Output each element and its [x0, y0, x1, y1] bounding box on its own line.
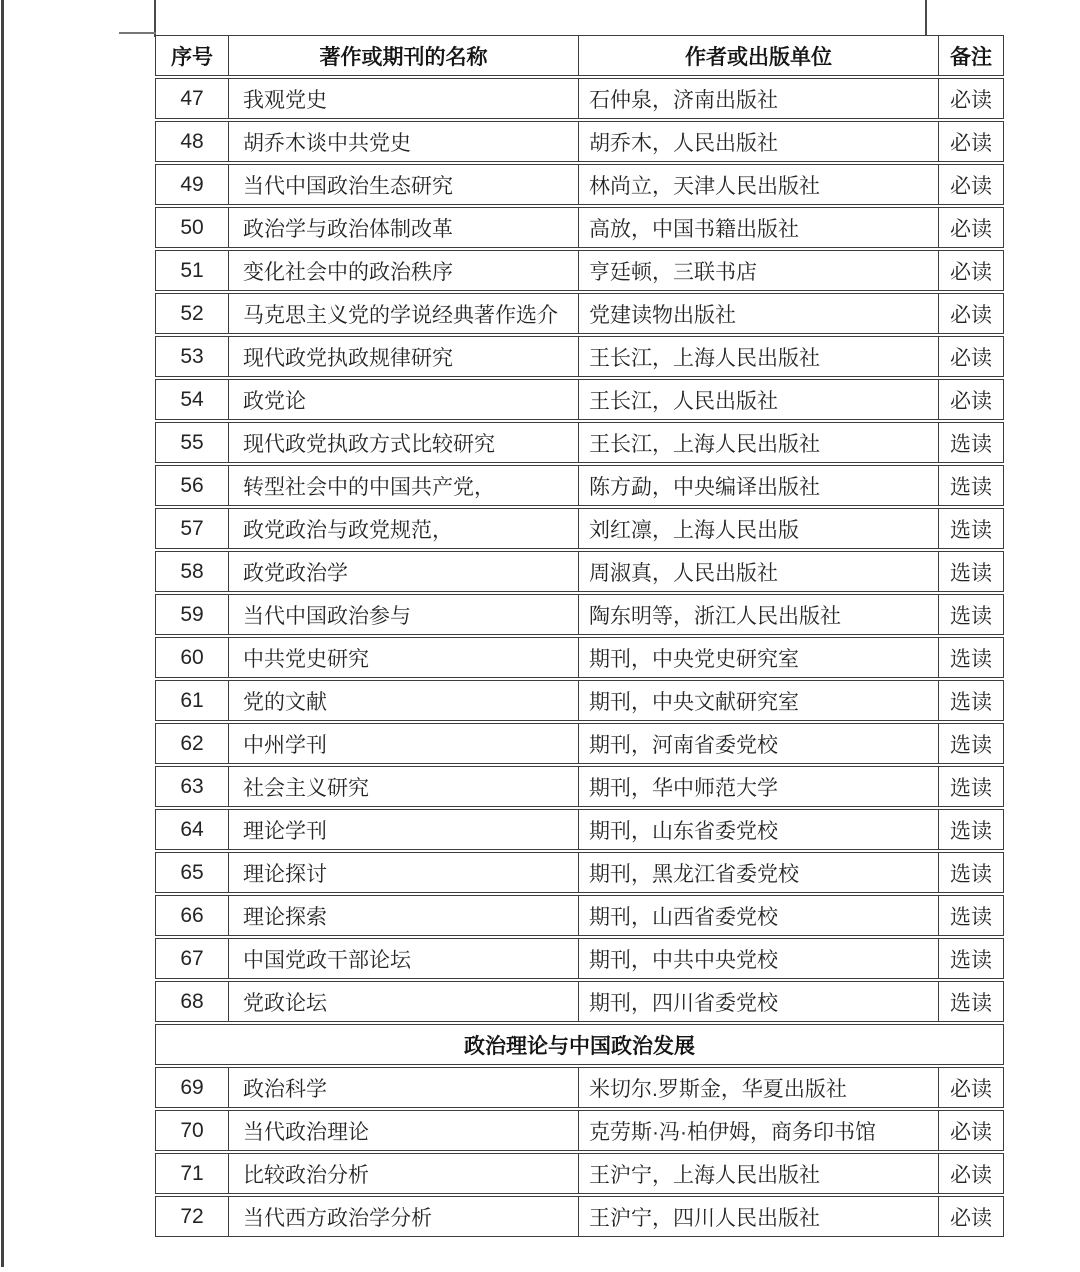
row-note-cell: 必读 — [938, 79, 1003, 118]
row-note-cell: 必读 — [938, 1111, 1003, 1150]
row-title-cell: 社会主义研究 — [228, 767, 578, 806]
row-note-cell: 选读 — [938, 982, 1003, 1021]
table-row — [155, 551, 1004, 592]
row-title-cell: 党政论坛 — [228, 982, 578, 1021]
row-publisher-cell: 期刊，四川省委党校 — [578, 982, 938, 1021]
row-publisher-cell: 高放，中国书籍出版社 — [578, 208, 938, 247]
row-number-cell: 71 — [180, 1161, 204, 1185]
row-number-cell: 67 — [180, 946, 204, 970]
table-row — [155, 680, 1004, 721]
row-note-cell: 选读 — [938, 423, 1003, 462]
row-number-cell: 47 — [180, 86, 204, 110]
row-note-cell: 选读 — [938, 595, 1003, 634]
row-title-cell: 现代政党执政规律研究 — [228, 337, 578, 376]
row-number-cell: 55 — [180, 430, 204, 454]
row-note-cell: 选读 — [938, 939, 1003, 978]
table-row — [155, 594, 1004, 635]
row-note-cell: 必读 — [938, 1068, 1003, 1107]
row-note-cell: 必读 — [938, 380, 1003, 419]
row-publisher-cell: 米切尔.罗斯金，华夏出版社 — [578, 1068, 938, 1107]
row-publisher-cell: 周淑真，人民出版社 — [578, 552, 938, 591]
table-continuation-tick — [119, 32, 156, 34]
header-cell: 作者或出版单位 — [578, 36, 938, 75]
row-title-cell: 胡乔木谈中共党史 — [228, 122, 578, 161]
row-note-cell: 选读 — [938, 853, 1003, 892]
row-title-cell: 当代西方政治学分析 — [228, 1197, 578, 1236]
row-note-cell: 必读 — [938, 1197, 1003, 1236]
table-row — [155, 336, 1004, 377]
row-number-cell: 65 — [180, 860, 204, 884]
header-row — [155, 35, 1004, 76]
table-row — [155, 1196, 1004, 1237]
row-publisher-cell: 党建读物出版社 — [578, 294, 938, 333]
row-title-cell: 政治学与政治体制改革 — [228, 208, 578, 247]
table-row — [155, 1153, 1004, 1194]
row-number-cell: 63 — [180, 774, 204, 798]
row-note-cell: 选读 — [938, 767, 1003, 806]
table-row — [155, 981, 1004, 1022]
row-note-cell: 选读 — [938, 638, 1003, 677]
row-number-cell: 58 — [180, 559, 204, 583]
row-number-cell: 56 — [180, 473, 204, 497]
row-number-cell: 66 — [180, 903, 204, 927]
row-number-cell: 57 — [180, 516, 204, 540]
row-number-cell: 51 — [180, 258, 204, 282]
row-title-cell: 马克思主义党的学说经典著作选介 — [228, 294, 578, 333]
row-number-cell: 52 — [180, 301, 204, 325]
row-note-cell: 选读 — [938, 552, 1003, 591]
row-publisher-cell: 亨廷顿，三联书店 — [578, 251, 938, 290]
row-number-cell: 69 — [180, 1075, 204, 1099]
row-number-cell: 61 — [180, 688, 204, 712]
row-number-cell: 68 — [180, 989, 204, 1013]
table-row — [155, 809, 1004, 850]
row-publisher-cell: 王沪宁，四川人民出版社 — [578, 1197, 938, 1236]
header-cell: 序号 — [171, 45, 213, 69]
table-row — [155, 637, 1004, 678]
row-note-cell: 选读 — [938, 724, 1003, 763]
table-row — [155, 422, 1004, 463]
row-publisher-cell: 期刊，山西省委党校 — [578, 896, 938, 935]
row-number-cell: 49 — [180, 172, 204, 196]
table-row — [155, 78, 1004, 119]
row-publisher-cell: 期刊，山东省委党校 — [578, 810, 938, 849]
row-title-cell: 中州学刊 — [228, 724, 578, 763]
row-publisher-cell: 期刊，中央文献研究室 — [578, 681, 938, 720]
table-row — [155, 293, 1004, 334]
row-publisher-cell: 刘红凛，上海人民出版 — [578, 509, 938, 548]
table-row — [155, 1067, 1004, 1108]
section-header-row: 政治理论与中国政治发展 — [155, 1024, 1004, 1065]
row-publisher-cell: 期刊，中央党史研究室 — [578, 638, 938, 677]
row-title-cell: 理论探讨 — [228, 853, 578, 892]
row-title-cell: 转型社会中的中国共产党， — [228, 466, 578, 505]
row-number-cell: 62 — [180, 731, 204, 755]
row-note-cell: 选读 — [938, 509, 1003, 548]
row-note-cell: 必读 — [938, 122, 1003, 161]
row-publisher-cell: 陶东明等，浙江人民出版社 — [578, 595, 938, 634]
row-note-cell: 必读 — [938, 251, 1003, 290]
row-title-cell: 现代政党执政方式比较研究 — [228, 423, 578, 462]
row-number-cell: 48 — [180, 129, 204, 153]
row-note-cell: 必读 — [938, 165, 1003, 204]
row-title-cell: 变化社会中的政治秩序 — [228, 251, 578, 290]
row-publisher-cell: 期刊，黑龙江省委党校 — [578, 853, 938, 892]
row-publisher-cell: 陈方勐，中央编译出版社 — [578, 466, 938, 505]
row-publisher-cell: 王长江，上海人民出版社 — [578, 423, 938, 462]
row-title-cell: 理论学刊 — [228, 810, 578, 849]
row-number-cell: 59 — [180, 602, 204, 626]
page-edge-line — [1, 0, 4, 1267]
row-publisher-cell: 王长江，人民出版社 — [578, 380, 938, 419]
table-row — [155, 852, 1004, 893]
row-title-cell: 党的文献 — [228, 681, 578, 720]
table-row — [155, 895, 1004, 936]
table-row — [155, 207, 1004, 248]
row-note-cell: 选读 — [938, 466, 1003, 505]
row-publisher-cell: 王长江，上海人民出版社 — [578, 337, 938, 376]
row-title-cell: 当代中国政治参与 — [228, 595, 578, 634]
row-note-cell: 必读 — [938, 294, 1003, 333]
header-cell: 著作或期刊的名称 — [228, 36, 578, 75]
row-publisher-cell: 期刊，中共中央党校 — [578, 939, 938, 978]
row-number-cell: 54 — [180, 387, 204, 411]
row-number-cell: 60 — [180, 645, 204, 669]
row-title-cell: 比较政治分析 — [228, 1154, 578, 1193]
row-publisher-cell: 王沪宁，上海人民出版社 — [578, 1154, 938, 1193]
row-title-cell: 当代中国政治生态研究 — [228, 165, 578, 204]
row-note-cell: 选读 — [938, 681, 1003, 720]
row-number-cell: 72 — [180, 1204, 204, 1228]
table-row — [155, 121, 1004, 162]
table-continuation-line-right — [925, 0, 927, 37]
table-row — [155, 250, 1004, 291]
row-publisher-cell: 林尚立，天津人民出版社 — [578, 165, 938, 204]
row-title-cell: 政党政治学 — [228, 552, 578, 591]
row-publisher-cell: 期刊，河南省委党校 — [578, 724, 938, 763]
table-row — [155, 723, 1004, 764]
row-note-cell: 必读 — [938, 1154, 1003, 1193]
row-number-cell: 64 — [180, 817, 204, 841]
row-number-cell: 53 — [180, 344, 204, 368]
row-title-cell: 政治科学 — [228, 1068, 578, 1107]
row-number-cell: 70 — [180, 1118, 204, 1142]
table-row — [155, 938, 1004, 979]
row-note-cell: 必读 — [938, 208, 1003, 247]
header-cell: 备注 — [938, 36, 1003, 75]
row-title-cell: 当代政治理论 — [228, 1111, 578, 1150]
row-number-cell: 50 — [180, 215, 204, 239]
row-note-cell: 选读 — [938, 896, 1003, 935]
row-publisher-cell: 克劳斯·冯·柏伊姆，商务印书馆 — [578, 1111, 938, 1150]
row-title-cell: 我观党史 — [228, 79, 578, 118]
row-title-cell: 政党论 — [228, 380, 578, 419]
row-title-cell: 政党政治与政党规范， — [228, 509, 578, 548]
row-note-cell: 选读 — [938, 810, 1003, 849]
row-note-cell: 必读 — [938, 337, 1003, 376]
table-row — [155, 164, 1004, 205]
row-publisher-cell: 胡乔木，人民出版社 — [578, 122, 938, 161]
table-row — [155, 766, 1004, 807]
reading-list-table — [155, 35, 1004, 1237]
table-row — [155, 465, 1004, 506]
row-title-cell: 中国党政干部论坛 — [228, 939, 578, 978]
table-row — [155, 379, 1004, 420]
table-row — [155, 1110, 1004, 1151]
row-title-cell: 理论探索 — [228, 896, 578, 935]
row-publisher-cell: 期刊，华中师范大学 — [578, 767, 938, 806]
row-publisher-cell: 石仲泉，济南出版社 — [578, 79, 938, 118]
table-row — [155, 508, 1004, 549]
row-title-cell: 中共党史研究 — [228, 638, 578, 677]
